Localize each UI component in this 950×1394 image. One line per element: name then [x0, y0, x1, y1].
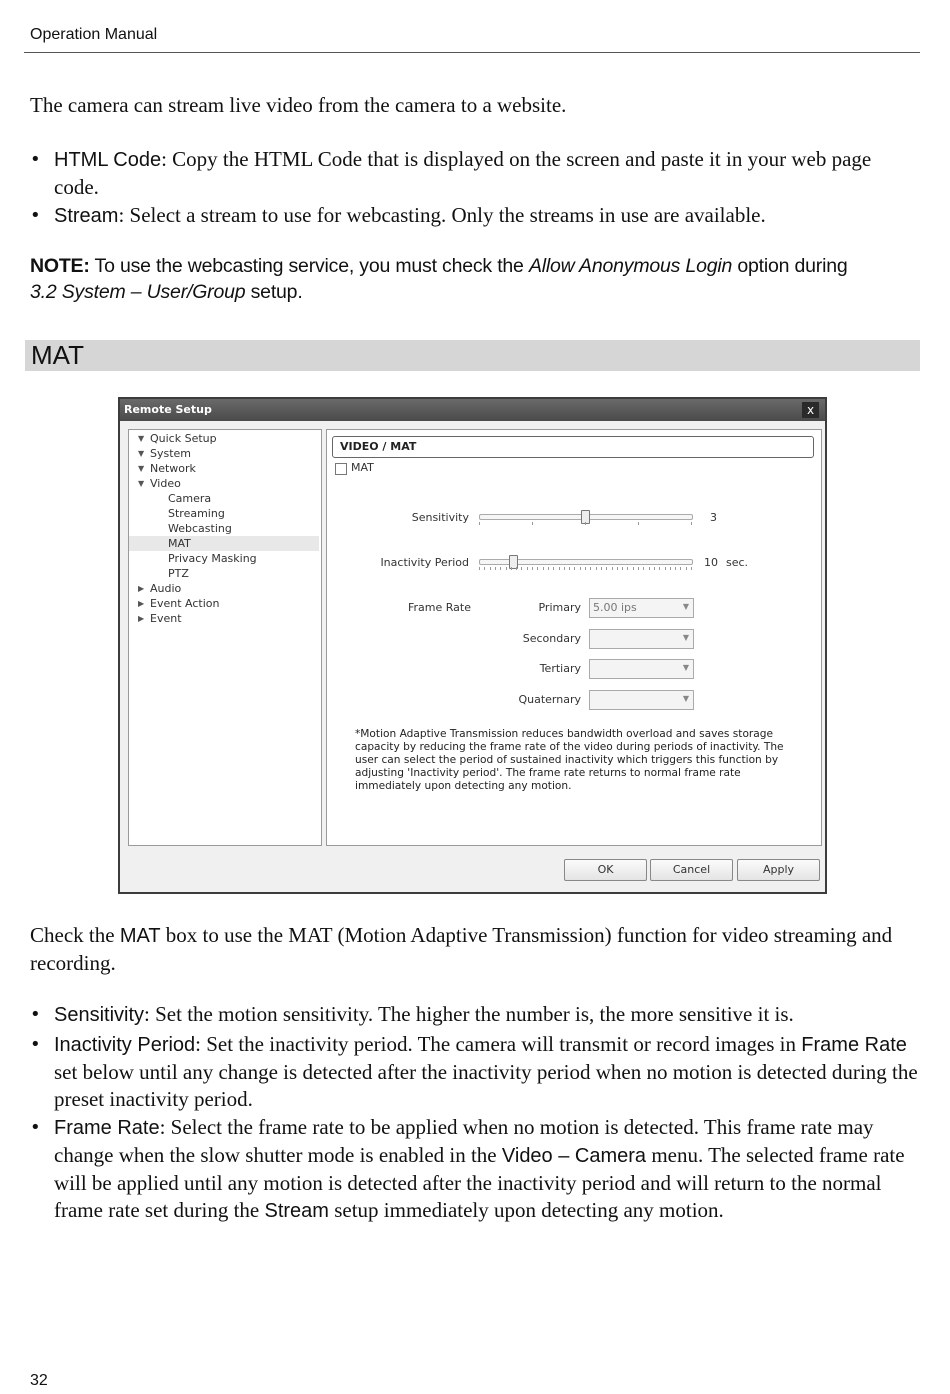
tree-item-video[interactable]	[129, 476, 319, 491]
inactivity-tick	[506, 567, 507, 570]
quaternary-frame-rate-select[interactable]	[589, 690, 694, 710]
tree-item-label: Privacy Masking	[168, 552, 257, 565]
bullet-dot: •	[30, 205, 41, 226]
bullet-text: : Set the inactivity period. The camera will transmit or record images in	[195, 1032, 802, 1056]
inactivity-tick	[484, 567, 485, 570]
primary-frame-rate-select[interactable]	[589, 598, 694, 618]
inactivity-tick	[585, 567, 586, 570]
inactivity-tick	[590, 567, 591, 570]
term-video-camera: Video – Camera	[501, 1145, 647, 1167]
expand-down-icon[interactable]: ▼	[138, 449, 145, 458]
inactivity-tick	[633, 567, 634, 570]
inactivity-tick	[569, 567, 570, 570]
note-text: setup.	[245, 281, 303, 303]
inactivity-tick	[537, 567, 538, 570]
inactivity-tick	[516, 567, 517, 570]
sensitivity-tick	[532, 522, 533, 525]
intro-paragraph: The camera can stream live video from the camera to a website.	[30, 93, 567, 117]
term-html-code: HTML Code	[54, 149, 162, 171]
sensitivity-tick	[479, 522, 480, 525]
inactivity-tick	[643, 567, 644, 570]
inactivity-tick	[654, 567, 655, 570]
mat-description-note: *Motion Adaptive Transmission reduces bandwidth overload and saves storage capacity by reducing the frame rate of the video during periods of inactivity. The user can select the period of sustained inactivity which triggers this function by adjusting 'Inactivity period'. The frame rate returns to normal frame rate immediately upon detecting any motion.	[355, 728, 784, 792]
note-text: option during	[732, 255, 848, 277]
inactivity-period-unit: sec.	[726, 556, 749, 569]
note-paragraph	[30, 253, 920, 305]
bullet-stream	[30, 202, 918, 230]
tree-item-label: Audio	[150, 582, 182, 595]
inactivity-tick	[500, 567, 501, 570]
bullet-text: setup immediately upon detecting any motion.	[328, 1198, 724, 1222]
dialog-titlebar	[120, 399, 825, 421]
tree-item-label: MAT	[168, 537, 191, 550]
term-stream: Stream	[54, 205, 119, 227]
inactivity-tick	[553, 567, 554, 570]
bullet-text: : Select the frame rate to be applied when no motion is detected. This frame rate may change when the slow shutter mode is enabled in the	[54, 1115, 874, 1167]
expand-down-icon[interactable]: ▼	[138, 479, 145, 488]
tree-item-label: PTZ	[168, 567, 189, 580]
inactivity-tick	[691, 567, 692, 570]
inactivity-tick	[665, 567, 666, 570]
tree-item-system[interactable]	[129, 446, 319, 461]
term-frame-rate: Frame Rate	[54, 1117, 160, 1139]
inactivity-tick	[659, 567, 660, 570]
inactivity-period-label: Inactivity Period	[380, 556, 469, 569]
frame-rate-label: Frame Rate	[408, 601, 471, 614]
secondary-label: Secondary	[522, 632, 581, 645]
tree-item-label: Event	[150, 612, 182, 625]
expand-down-icon[interactable]: ▼	[138, 434, 145, 443]
tree-item-event[interactable]	[129, 611, 319, 626]
inactivity-tick	[596, 567, 597, 570]
bullet-inactivity-period	[30, 1031, 918, 1113]
tree-item-event-action[interactable]	[129, 596, 319, 611]
inactivity-tick	[490, 567, 491, 570]
tree-item-audio[interactable]	[129, 581, 319, 596]
tree-item-streaming[interactable]	[129, 506, 319, 521]
inactivity-tick	[601, 567, 602, 570]
bullet-text: : Copy the HTML Code that is displayed on the screen and paste it in your web page code.	[54, 147, 872, 199]
term-stream: Stream	[264, 1200, 329, 1222]
bullet-text: : Set the motion sensitivity. The higher the number is, the more sensitive it is.	[144, 1002, 794, 1026]
tree-item-label: Streaming	[168, 507, 225, 520]
bullet-sensitivity	[30, 1001, 918, 1029]
running-header: Operation Manual	[30, 26, 158, 43]
term-sensitivity: Sensitivity	[54, 1004, 145, 1026]
primary-frame-rate-value: 5.00 ips	[593, 601, 637, 614]
note-text: To use the webcasting service, you must check the	[89, 255, 529, 277]
bullet-text: set below until any change is detected after the inactivity period when no motion is detected during the preset inactivity period.	[54, 1060, 918, 1111]
tree-item-label: Webcasting	[168, 522, 232, 535]
inactivity-tick	[675, 567, 676, 570]
inactivity-tick	[580, 567, 581, 570]
chevron-down-icon: ▼	[682, 663, 689, 672]
inactivity-period-value: 10	[704, 556, 718, 569]
header-rule	[24, 52, 920, 53]
note-emphasis: 3.2 System – User/Group	[30, 281, 246, 303]
bullet-dot: •	[30, 149, 41, 170]
secondary-frame-rate-select[interactable]	[589, 629, 694, 649]
sensitivity-tick	[585, 522, 586, 525]
cancel-button[interactable]: Cancel	[650, 859, 733, 881]
panel-title-box	[332, 436, 814, 458]
expand-right-icon[interactable]: ▶	[138, 584, 145, 593]
panel-title: VIDEO / MAT	[340, 440, 417, 453]
expand-right-icon[interactable]: ▶	[138, 599, 145, 608]
tree-item-privacy-masking[interactable]	[129, 551, 319, 566]
bullet-html-code	[30, 146, 918, 201]
inactivity-tick	[686, 567, 687, 570]
sensitivity-value: 3	[710, 511, 717, 524]
sensitivity-tick	[691, 522, 692, 525]
inactivity-tick	[548, 567, 549, 570]
paragraph-text: Check the	[30, 923, 120, 947]
bullet-frame-rate	[30, 1114, 918, 1225]
term-mat: MAT	[119, 925, 161, 947]
inactivity-tick	[627, 567, 628, 570]
inactivity-tick	[649, 567, 650, 570]
dialog-title: Remote Setup	[124, 403, 212, 416]
tree-item-network[interactable]	[129, 461, 319, 476]
bullet-dot: •	[30, 1034, 41, 1055]
inactivity-tick	[559, 567, 560, 570]
tree-item-label: Event Action	[150, 597, 220, 610]
sensitivity-tick	[638, 522, 639, 525]
inactivity-tick	[543, 567, 544, 570]
mat-intro-paragraph	[30, 922, 918, 977]
tree-item-label: Camera	[168, 492, 212, 505]
tree-item-label: Video	[150, 477, 181, 490]
section-heading-bar	[25, 340, 920, 371]
note-label: NOTE:	[30, 255, 90, 277]
term-frame-rate: Frame Rate	[801, 1034, 907, 1056]
remote-setup-dialog	[118, 397, 827, 894]
inactivity-tick	[521, 567, 522, 570]
tree-item-camera[interactable]	[129, 491, 319, 506]
settings-tree	[128, 429, 322, 846]
paragraph-text: box to use the MAT (Motion Adaptive Transmission) function for video streaming and recording.	[30, 923, 893, 975]
page-number: 32	[30, 1372, 48, 1389]
mat-checkbox-label: MAT	[351, 461, 374, 474]
inactivity-tick	[479, 567, 480, 570]
inactivity-tick	[606, 567, 607, 570]
close-icon[interactable]: x	[802, 402, 819, 418]
tertiary-label: Tertiary	[539, 662, 581, 675]
section-title: MAT	[31, 340, 84, 370]
inactivity-tick	[564, 567, 565, 570]
apply-button[interactable]: Apply	[737, 859, 820, 881]
inactivity-tick	[680, 567, 681, 570]
tree-item-label: Quick Setup	[150, 432, 217, 445]
ok-button[interactable]: OK	[564, 859, 647, 881]
bullet-dot: •	[30, 1117, 41, 1138]
bullet-text: : Select a stream to use for webcasting. Only the streams in use are available.	[118, 203, 766, 227]
inactivity-tick	[617, 567, 618, 570]
bullet-text: menu. The selected frame rate will be applied until any motion is detected after the inactivity period and will return to the normal frame rate set during the	[54, 1143, 905, 1222]
inactivity-tick	[670, 567, 671, 570]
inactivity-tick	[638, 567, 639, 570]
inactivity-tick	[527, 567, 528, 570]
tree-item-label: System	[150, 447, 192, 460]
tertiary-frame-rate-select[interactable]	[589, 659, 694, 679]
bullet-dot: •	[30, 1004, 41, 1025]
expand-down-icon[interactable]: ▼	[138, 464, 145, 473]
tree-item-label: Network	[150, 462, 196, 475]
inactivity-tick	[532, 567, 533, 570]
sensitivity-label: Sensitivity	[411, 511, 469, 524]
chevron-down-icon: ▼	[682, 602, 689, 611]
mat-checkbox[interactable]	[335, 463, 347, 475]
chevron-down-icon: ▼	[682, 694, 689, 703]
expand-right-icon[interactable]: ▶	[138, 614, 145, 623]
inactivity-tick	[574, 567, 575, 570]
tree-item-webcasting[interactable]	[129, 521, 319, 536]
inactivity-tick	[622, 567, 623, 570]
chevron-down-icon: ▼	[682, 633, 689, 642]
inactivity-tick	[511, 567, 512, 570]
tree-item-mat[interactable]	[129, 536, 319, 551]
primary-label: Primary	[538, 601, 581, 614]
quaternary-label: Quaternary	[518, 693, 581, 706]
inactivity-tick	[495, 567, 496, 570]
inactivity-tick	[612, 567, 613, 570]
tree-item-ptz[interactable]	[129, 566, 319, 581]
term-inactivity-period: Inactivity Period	[54, 1034, 196, 1056]
settings-panel	[326, 429, 822, 846]
tree-item-quick-setup[interactable]	[129, 431, 319, 446]
note-emphasis: Allow Anonymous Login	[528, 255, 733, 277]
